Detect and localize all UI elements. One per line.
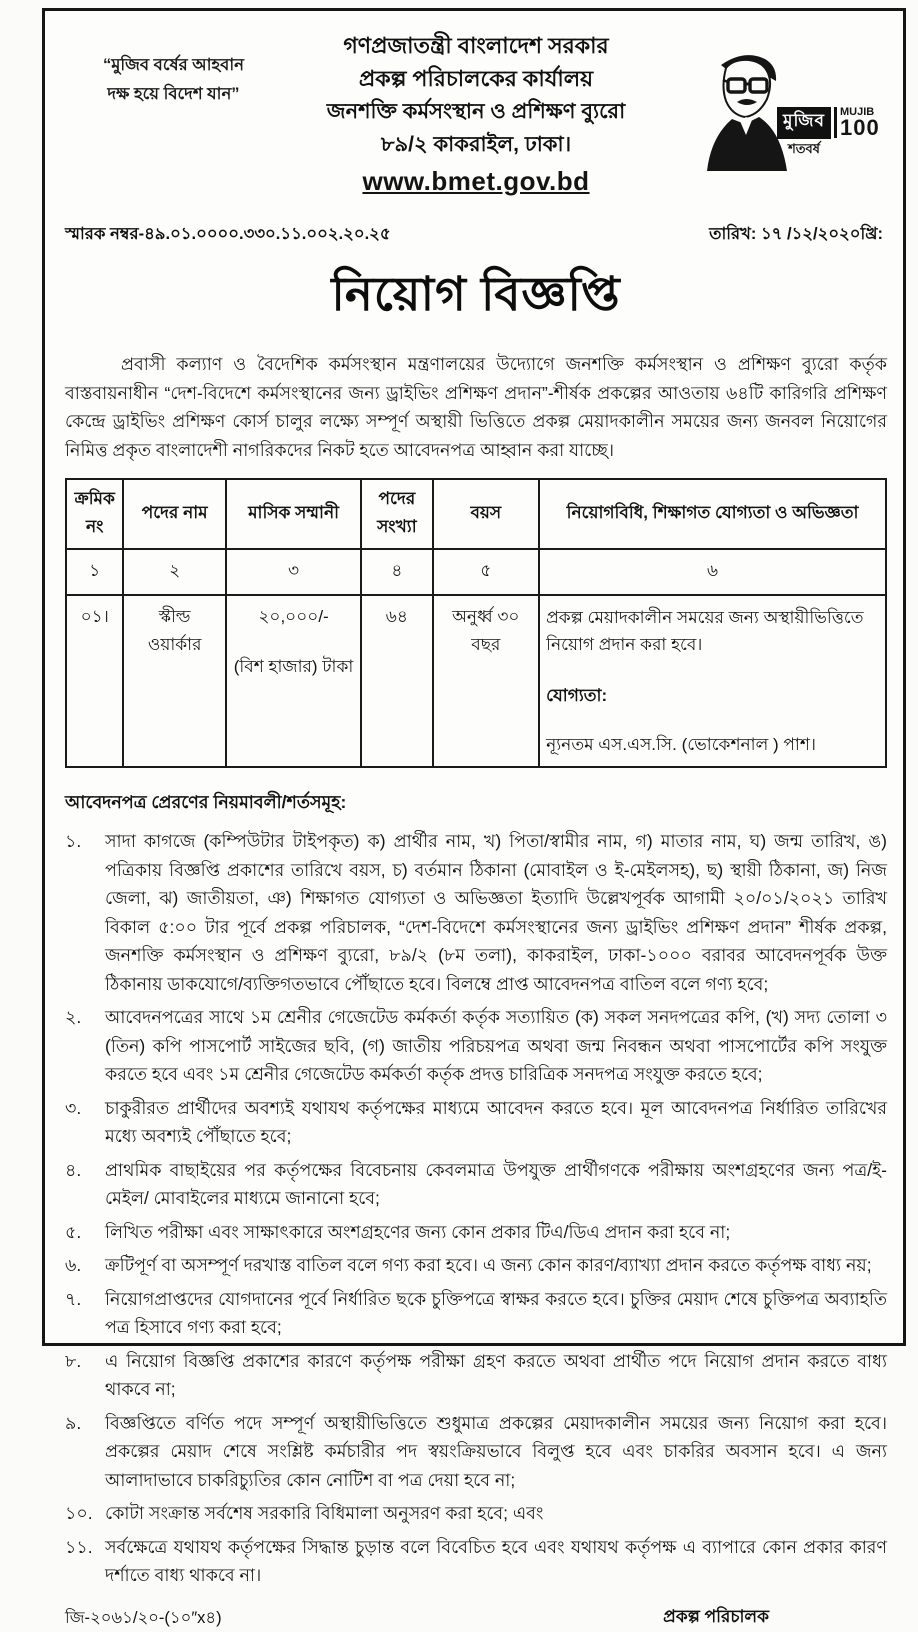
- salary-words: (বিশ হাজার) টাকা: [233, 657, 354, 676]
- rule-text: কোটা সংক্রান্ত সর্বশেষ সরকারি বিধিমালা অনুসরণ করা হবে; এবং: [105, 1503, 544, 1523]
- table-header-row: [66, 479, 886, 549]
- table-row: [66, 595, 886, 767]
- list-item: [65, 1533, 887, 1590]
- col-header-qualification: নিয়োগবিধি, শিক্ষাগত যোগ্যতা ও অভিজ্ঞতা: [539, 479, 886, 549]
- list-item: [65, 1218, 887, 1247]
- col-header-salary: মাসিক সম্মানী: [226, 479, 361, 549]
- page-footer: [65, 1604, 887, 1632]
- col-number-1: ১: [66, 549, 123, 595]
- cell-post-count: ৬৪: [361, 595, 432, 767]
- vacancy-table: [65, 478, 887, 768]
- rule-number: ৫.: [65, 1221, 82, 1242]
- office-title: প্রকল্প পরিচালকের কার্যালয়: [358, 66, 594, 91]
- col-number-2: ২: [123, 549, 226, 595]
- memo-number: স্মারক নম্বর-৪৯.০১.০০০০.৩৩০.১১.০০২.২০.২৫: [65, 225, 391, 243]
- list-item: [65, 1499, 887, 1528]
- print-code: জি-২০৬১/২০-(১০″x৪): [65, 1608, 222, 1627]
- rule-text: প্রাথমিক বাছাইয়ের পর কর্তৃপক্ষের বিবেচনায় কেবলমাত্র উপযুক্ত প্রার্থীগণকে পরীক্ষায় অংশগ্রহণের জন্য পত্র/ই-মেইল/ মোবাইলের মাধ্যমে জানানো হবে;: [105, 1159, 887, 1208]
- rules-heading: আবেদনপত্র প্রেরণের নিয়মাবলী/শর্তসমূহ:: [65, 792, 347, 812]
- rule-number: ৯.: [65, 1412, 82, 1433]
- list-item: [65, 1251, 887, 1280]
- mujib-100-logo: [699, 49, 879, 174]
- list-item: [65, 1094, 887, 1151]
- list-item: [65, 827, 887, 998]
- salary-amount: ২০,০০০/-: [258, 607, 329, 626]
- signature-title: প্রকল্প পরিচালক: [663, 1606, 769, 1626]
- list-item: [65, 1003, 887, 1089]
- rule-number: ১১.: [65, 1536, 93, 1557]
- rule-number: ৩.: [65, 1097, 82, 1118]
- circular-page: [42, 8, 906, 1627]
- bureau-title: জনশক্তি কর্মসংস্থান ও প্রশিক্ষণ ব্যুরো: [326, 100, 626, 123]
- logo-mujib-en: MUJIB: [839, 106, 875, 118]
- cell-post-name: স্কীল্ড ওয়ার্কার: [123, 595, 226, 767]
- col-header-serial: ক্রমিক নং: [66, 479, 123, 549]
- rule-number: ১০.: [65, 1503, 93, 1523]
- government-title: গণপ্রজাতন্ত্রী বাংলাদেশ সরকার: [343, 33, 609, 58]
- memo-row: [65, 221, 887, 248]
- list-item: [65, 1156, 887, 1213]
- rule-text: চাকুরীরত প্রার্থীদের অবশ্যই যথাযথ কর্তৃপক্ষের মাধ্যমে আবেদন করতে হবে। মূল আবেদনপত্র নির্ধারিত তারিখের মধ্যে অবশ্যই পৌঁছাতে হবে;: [105, 1097, 887, 1146]
- mujib-100-wordmark: [777, 107, 880, 161]
- col-header-age: বয়স: [433, 479, 540, 549]
- col-number-6: ৬: [539, 549, 886, 595]
- detail-line: প্রকল্প মেয়াদকালীন সময়ের জন্য অস্থায়ীভিত্তিতে নিয়োগ প্রদান করা হবে।: [546, 608, 864, 654]
- page-title: নিয়োগ বিজ্ঞপ্তি: [331, 267, 621, 320]
- list-item: [65, 1285, 887, 1342]
- cell-salary: [226, 595, 361, 767]
- office-address: ৮৯/২ কাকরাইল, ঢাকা।: [380, 133, 572, 156]
- rule-text: এ নিয়োগ বিজ্ঞপ্তি প্রকাশের কারণে কর্তৃপক্ষ পরীক্ষা গ্রহণ করতে অথবা প্রার্থীত পদে নিয়োগ প্রদান করতে বাধ্য থাকবে না;: [105, 1350, 887, 1399]
- rule-number: ২.: [65, 1007, 82, 1027]
- rule-text: আবেদনপত্রের সাথে ১ম শ্রেনীর গেজেটেড কর্মকর্তা কর্তৃক সত্যায়িত (ক) সকল সনদপত্রের কপি, (খ) সদ্য তোলা ৩ (তিন) কপি পাসপোর্ট সাইজের ছবি, (গ) জাতীয় পরিচয়পত্র অথবা জন্ম নিবন্ধন অথবা পাসপোর্টের কপি সংযুক্ত করতে হবে এবং ১ম শ্রেনীর গেজেটেড কর্মকর্তা কর্তৃক প্রদত্ত চারিত্রিক সনদপত্র সংযুক্ত করতে হবে;: [105, 1007, 887, 1084]
- rule-text: ক্রটিপূর্ণ বা অসম্পূর্ণ দরখাস্ত বাতিল বলে গণ্য করা হবে। এ জন্য কোন কারণ/ব্যাখ্যা প্রদান করতে কর্তৃপক্ষ বাধ্য নয়;: [105, 1255, 872, 1275]
- quote-line-2: দক্ষ হয়ে বিদেশ যান”: [107, 85, 240, 103]
- cell-serial: ০১।: [66, 595, 123, 767]
- rule-number: ৭.: [65, 1288, 82, 1309]
- circular-date: তারিখ: ১৭ /১২/২০২০খ্রি:: [709, 225, 883, 243]
- qualification-value: ন্যূনতম এস.এস.সি. (ভোকেশনাল ) পাশ।: [546, 735, 816, 754]
- logo-mujib-bn: মুজিব: [777, 107, 831, 139]
- rule-text: লিখিত পরীক্ষা এবং সাক্ষাৎকারে অংশগ্রহণের জন্য কোন প্রকার টিএ/ডিএ প্রদান করা হবে না;: [105, 1221, 731, 1242]
- cell-age: অনুর্ধ্ব ৩০ বছর: [433, 595, 540, 767]
- qualification-heading: যোগ্যতা:: [546, 686, 608, 705]
- col-number-4: ৪: [361, 549, 432, 595]
- rule-number: ৮.: [65, 1350, 82, 1371]
- rule-number: ৬.: [65, 1255, 82, 1275]
- logo-century-bn: শতবর্ষ: [788, 141, 820, 156]
- list-item: [65, 1409, 887, 1495]
- list-item: [65, 1347, 887, 1404]
- rule-text: বিজ্ঞপ্তিতে বর্ণিত পদে সম্পূর্ণ অস্থায়ীভিত্তিতে শুধুমাত্র প্রকল্পের মেয়াদকালীন সময়ের জন্য নিয়োগ করা হবে। প্রকল্পের মেয়াদ শেষে সংশ্লিষ্ট কর্মচারীর পদ স্বয়ংক্রিয়ভাবে বিলুপ্ত হবে এবং চাকরির অবসান হবে। এ জন্য আলাদাভাবে চাকরিচ্যুতির কোন নোটিশ বা পত্র দেয়া হবে না;: [105, 1412, 887, 1490]
- logo-100: 100: [839, 115, 880, 140]
- cell-qualification-details: [539, 595, 886, 767]
- rule-text: সর্বক্ষেত্রে যথাযথ কর্তৃপক্ষের সিদ্ধান্ত চুড়ান্ত বলে বিবেচিত হবে এবং যথাযথ কর্তৃপক্ষ এ ব্যাপারে কোন প্রকার কারণ দর্শাতে বাধ্য থাকবে না।: [105, 1536, 887, 1585]
- col-number-3: ৩: [226, 549, 361, 595]
- website-link[interactable]: www.bmet.gov.bd: [362, 166, 590, 196]
- page-header: [65, 29, 887, 219]
- rule-text: সাদা কাগজে (কম্পিউটার টাইপকৃত) ক) প্রার্থীর নাম, খ) পিতা/স্বামীর নাম, গ) মাতার নাম, ঘ) জন্ম তারিখ, ঙ) পত্রিকায় বিজ্ঞপ্তি প্রকাশের তারিখে বয়স, চ) বর্তমান ঠিকানা (মোবাইল ও ই-মেইলসহ), ছ) স্থায়ী ঠিকানা, জ) নিজ জেলা, ঝ) জাতীয়তা, ঞ) শিক্ষাগত যোগ্যতা ও অভিজ্ঞতা ইত্যাদি উল্লেখপূর্বক আগামী ২০/০১/২০২১ তারিখ বিকাল ৫:০০ টার পূর্বে প্রকল্প পরিচালক, “দেশ-বিদেশে কর্মসংস্থানের জন্য ড্রাইভিং প্রশিক্ষণ প্রদান” শীর্ষক প্রকল্প, জনশক্তি কর্মসংস্থান ও প্রশিক্ষণ ব্যুরো, ৮৯/২ (৮ম তলা), কাকরাইল, ঢাকা-১০০০ বরাবর আবেদনপূর্বক উক্ত ঠিকানায় ডাকযোগে/ব্যক্তিগতভাবে পৌঁছাতে হবে। বিলম্বে প্রাপ্ত আবেদনপত্র বাতিল বলে গণ্য হবে;: [105, 831, 887, 994]
- rule-text: নিয়োগপ্রাপ্তদের যোগদানের পূর্বে নির্ধারিত ছকে চুক্তিপত্রে স্বাক্ষর করতে হবে। চুক্তির মেয়াদ শেষে চুক্তিপত্র অব্যাহতি পত্র হিসাবে গণ্য করা হবে;: [105, 1288, 887, 1337]
- col-header-post-name: পদের নাম: [123, 479, 226, 549]
- rule-number: ১.: [65, 831, 82, 851]
- rule-number: ৪.: [65, 1159, 82, 1180]
- intro-paragraph: প্রবাসী কল্যাণ ও বৈদেশিক কর্মসংস্থান মন্ত্রণালয়ের উদ্যোগে জনশক্তি কর্মসংস্থান ও প্রশিক্ষণ ব্যুরো কর্তৃক বাস্তবায়নাধীন “দেশ-বিদেশে কর্মসংস্থানের জন্য ড্রাইভিং প্রশিক্ষণ প্রদান”-শীর্ষক প্রকল্পের আওতায় ৬৪টি কারিগরি প্রশিক্ষণ কেন্দ্রে ড্রাইভিং প্রশিক্ষণ কোর্স চালুর লক্ষ্যে সম্পূর্ণ অস্থায়ী ভিত্তিতে প্রকল্প মেয়াদকালীন সময়ের জন্য জনবল নিয়োগের নিমিত্ত প্রকৃত বাংলাদেশী নাগরিকদের নিকট হতে আবেদনপত্র আহ্বান করা যাচ্ছে।: [65, 354, 887, 460]
- quote-line-1: “মুজিব বর্ষের আহবান: [103, 56, 244, 74]
- col-number-5: ৫: [433, 549, 540, 595]
- col-header-post-count: পদের সংখ্যা: [361, 479, 432, 549]
- column-number-row: [66, 549, 886, 595]
